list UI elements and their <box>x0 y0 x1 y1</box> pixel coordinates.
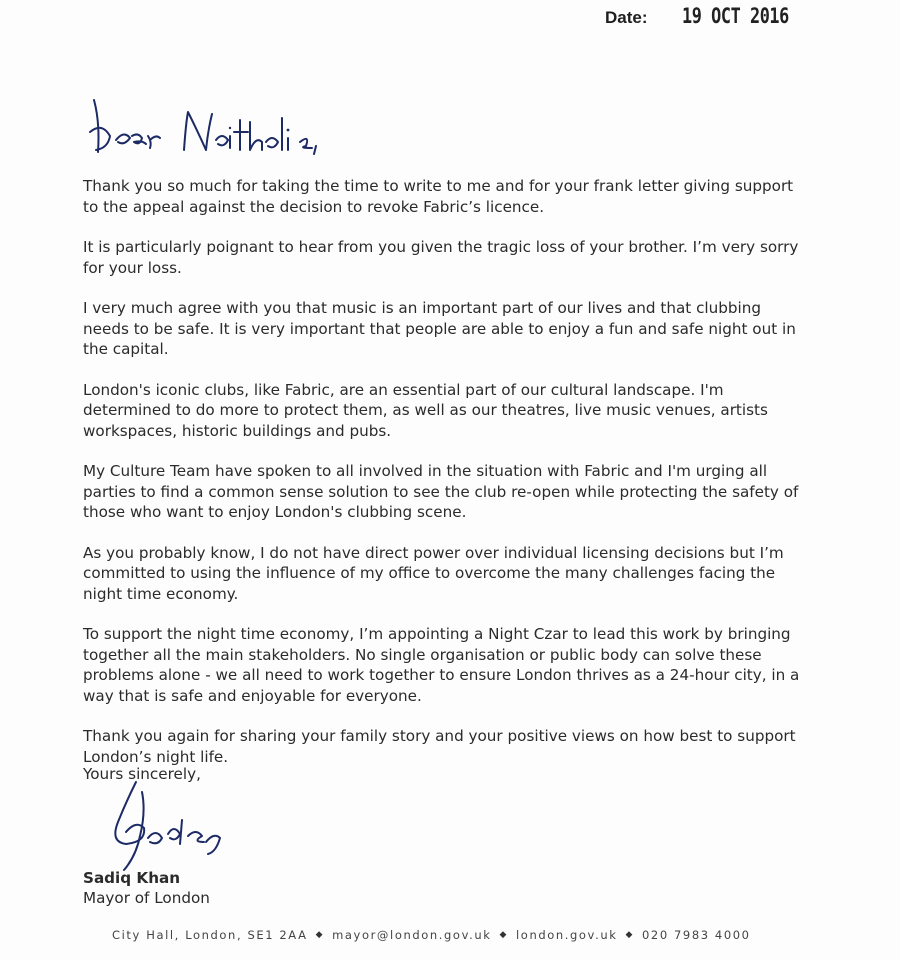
footer-separator-icon: ◆ <box>499 930 509 940</box>
date-row <box>605 4 815 28</box>
paragraph-4: London's iconic clubs, like Fabric, are an essential part of our cultural landscape. I'm determined to do more to protect them, as well as our theatres, live music venues, artists workspaces, historic buildings and pubs. <box>83 380 768 440</box>
paragraph-5: My Culture Team have spoken to all involved in the situation with Fabric and I'm urging all parties to find a common sense solution to see the club re-open while protecting the safety of those who want to enjoy London's clubbing scene. <box>83 462 799 521</box>
footer-address: City Hall, London, SE1 2AA <box>112 928 308 942</box>
footer-website: london.gov.uk <box>516 928 618 942</box>
footer-separator-icon: ◆ <box>315 930 325 940</box>
paragraph-2: It is particularly poignant to hear from you given the tragic loss of your brother. I’m very sorry for your loss. <box>83 238 799 277</box>
paragraph-7: To support the night time economy, I’m appointing a Night Czar to lead this work by bringing together all the main stakeholders. No single organisation or public body can solve these problems alone - we all need to work together to ensure London thrives as a 24-hour city, in a way that is safe and enjoyable for everyone. <box>83 625 800 705</box>
date-label: Date: <box>605 8 648 27</box>
handwritten-salutation <box>80 92 380 164</box>
paragraph-6: As you probably know, I do not have direct power over individual licensing decisions but I’m committed to using the influence of my office to overcome the many challenges facing the night time economy. <box>83 543 784 603</box>
footer-contact-line <box>112 928 751 942</box>
paragraph-1: Thank you so much for taking the time to write to me and for your frank letter giving support to the appeal against the decision to revoke Fabric’s licence. <box>83 177 794 216</box>
signer-name: Sadiq Khan <box>83 869 181 887</box>
date-stamp: 19 OCT 2016 <box>681 4 789 28</box>
footer-separator-icon: ◆ <box>625 930 634 940</box>
footer-email: mayor@london.gov.uk <box>332 928 492 942</box>
footer-phone: 020 7983 4000 <box>642 928 751 942</box>
paragraph-3: I very much agree with you that music is an important part of our lives and that clubbing needs to be safe. It is very important that people are able to enjoy a fun and safe night out in the capital. <box>83 299 796 358</box>
salutation-handwriting <box>80 92 380 164</box>
paragraph-8: Thank you again for sharing your family story and your positive views on how best to support London’s night life. <box>83 727 796 766</box>
closing-line: Yours sincerely, <box>83 765 201 783</box>
signature-handwriting <box>96 772 236 880</box>
letter-body <box>83 176 803 787</box>
signature <box>96 772 236 880</box>
signer-title: Mayor of London <box>83 889 210 907</box>
